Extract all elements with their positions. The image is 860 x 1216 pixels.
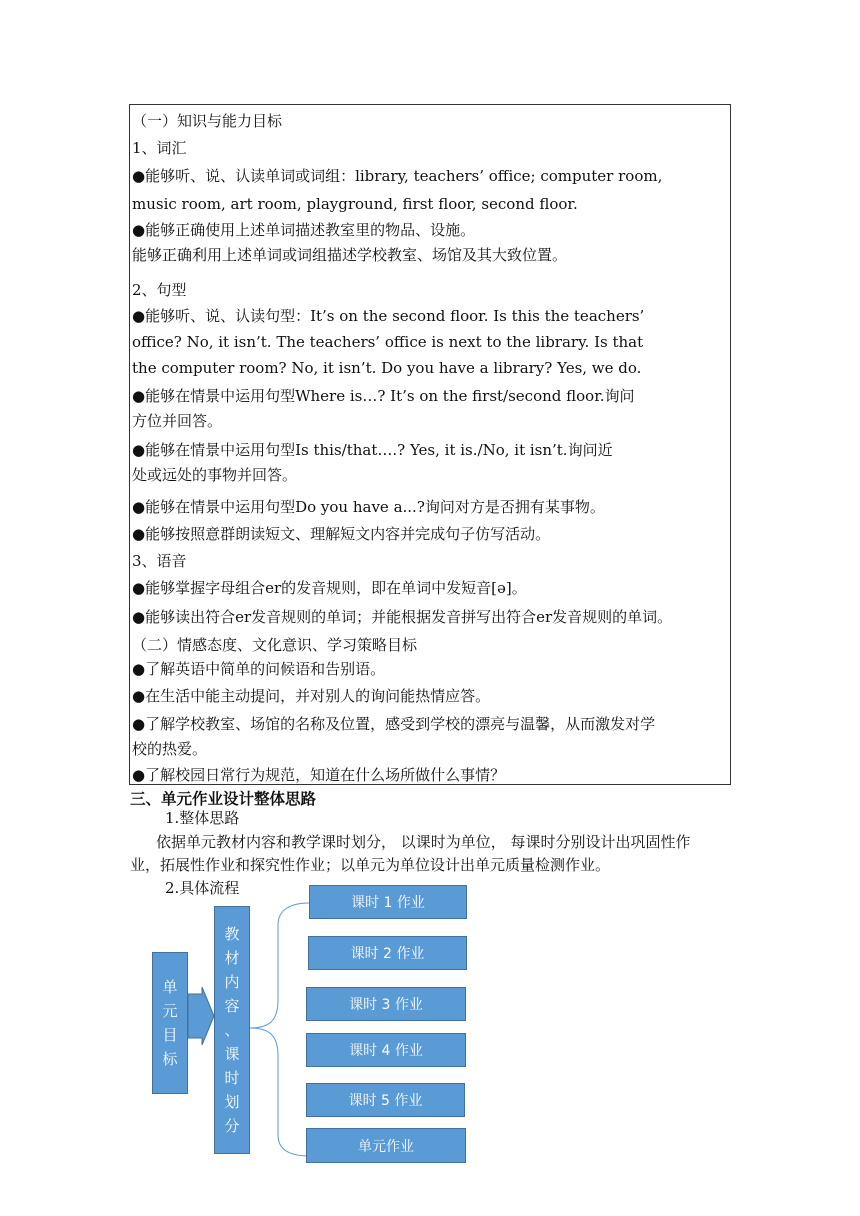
- unit-goal-char: 元: [162, 1002, 178, 1020]
- brace-top: [250, 903, 309, 1028]
- goal-line: ●能够听、说、认读单词或词组：library, teachers’ office; computer room,: [132, 167, 663, 185]
- lesson-2-box: 课时 2 作业: [308, 936, 467, 970]
- unit-goal-box: [152, 952, 188, 1094]
- goal-line: ●能够在情景中运用句型Is this/that….? Yes, it is./No, it isn’t.询问近: [132, 441, 613, 459]
- content-division-char: 课: [224, 1045, 240, 1063]
- subheading-overall: 1.整体思路: [165, 809, 240, 827]
- lesson-5-box: 课时 5 作业: [306, 1083, 465, 1117]
- unit-goal-char: 目: [162, 1026, 178, 1044]
- content-division-box: [214, 906, 250, 1154]
- goal-line: ●能够读出符合er发音规则的单词；并能根据发音拼写出符合er发音规则的单词。: [132, 608, 673, 626]
- content-division-char: 内: [224, 973, 240, 991]
- subheading-process: 2.具体流程: [165, 879, 240, 897]
- goal-line: 3、语音: [132, 552, 187, 570]
- content-division-char: 分: [224, 1117, 240, 1135]
- goal-line: ●能够在情景中运用句型Do you have a...?询问对方是否拥有某事物。: [132, 498, 605, 516]
- paragraph-line-1: 依据单元教材内容和教学课时划分， 以课时为单位， 每课时分别设计出巩固性作: [156, 833, 691, 851]
- goal-line: ●能够掌握字母组合er的发音规则，即在单词中发短音[ə]。: [132, 579, 527, 597]
- goal-line: 1、词汇: [132, 139, 187, 157]
- unit-homework-box: 单元作业: [306, 1128, 466, 1163]
- goal-line: 校的热爱。: [132, 740, 208, 758]
- content-division-char: 容: [224, 997, 240, 1015]
- goal-line: 能够正确利用上述单词或词组描述学校教室、场馆及其大致位置。: [132, 246, 568, 264]
- goal-line: 处或远处的事物并回答。: [132, 466, 298, 484]
- content-division-char: 时: [224, 1069, 240, 1087]
- lesson-1-box: 课时 1 作业: [309, 885, 467, 919]
- unit-goal-char: 单: [162, 978, 178, 996]
- lesson-3-box: 课时 3 作业: [306, 987, 466, 1021]
- goal-line: ●能够按照意群朗读短文、理解短文内容并完成句子仿写活动。: [132, 525, 551, 543]
- goal-line: office? No, it isn’t. The teachers’ office is next to the library. Is that: [132, 333, 644, 351]
- goal-line: （二）情感态度、文化意识、学习策略目标: [132, 636, 418, 654]
- goal-line: ●能够正确使用上述单词描述教室里的物品、设施。: [132, 221, 476, 239]
- content-division-char: 、: [224, 1021, 240, 1039]
- brace-bottom: [250, 1028, 309, 1156]
- goal-line: ●了解英语中简单的问候语和告别语。: [132, 660, 386, 678]
- section-heading: 三、单元作业设计整体思路: [130, 790, 317, 808]
- paragraph-line-2: 业，拓展性作业和探究性作业；以单元为单位设计出单元质量检测作业。: [130, 856, 611, 874]
- goal-line: ●能够听、说、认读句型：It’s on the second floor. Is this the teachers’: [132, 307, 645, 325]
- content-division-char: 划: [224, 1093, 240, 1111]
- content-division-char: 教: [224, 925, 240, 943]
- goal-line: ●能够在情景中运用句型Where is…? It’s on the first/second floor.询问: [132, 387, 635, 405]
- goal-line: ●在生活中能主动提问，并对别人的询问能热情应答。: [132, 687, 491, 705]
- content-division-char: 材: [224, 949, 240, 967]
- goal-line: 方位并回答。: [132, 412, 223, 430]
- unit-goal-char: 标: [162, 1050, 178, 1068]
- goal-line: （一）知识与能力目标: [132, 112, 283, 130]
- goal-line: ●了解校园日常行为规范，知道在什么场所做什么事情？: [132, 766, 506, 784]
- goal-line: music room, art room, playground, first floor, second floor.: [132, 195, 578, 213]
- lesson-4-box: 课时 4 作业: [306, 1033, 466, 1067]
- goal-line: 2、句型: [132, 281, 187, 299]
- flow-arrow: [188, 987, 214, 1045]
- goal-line: ●了解学校教室、场馆的名称及位置，感受到学校的漂亮与温馨，从而激发对学: [132, 715, 656, 733]
- goal-line: the computer room? No, it isn’t. Do you have a library? Yes, we do.: [132, 359, 642, 377]
